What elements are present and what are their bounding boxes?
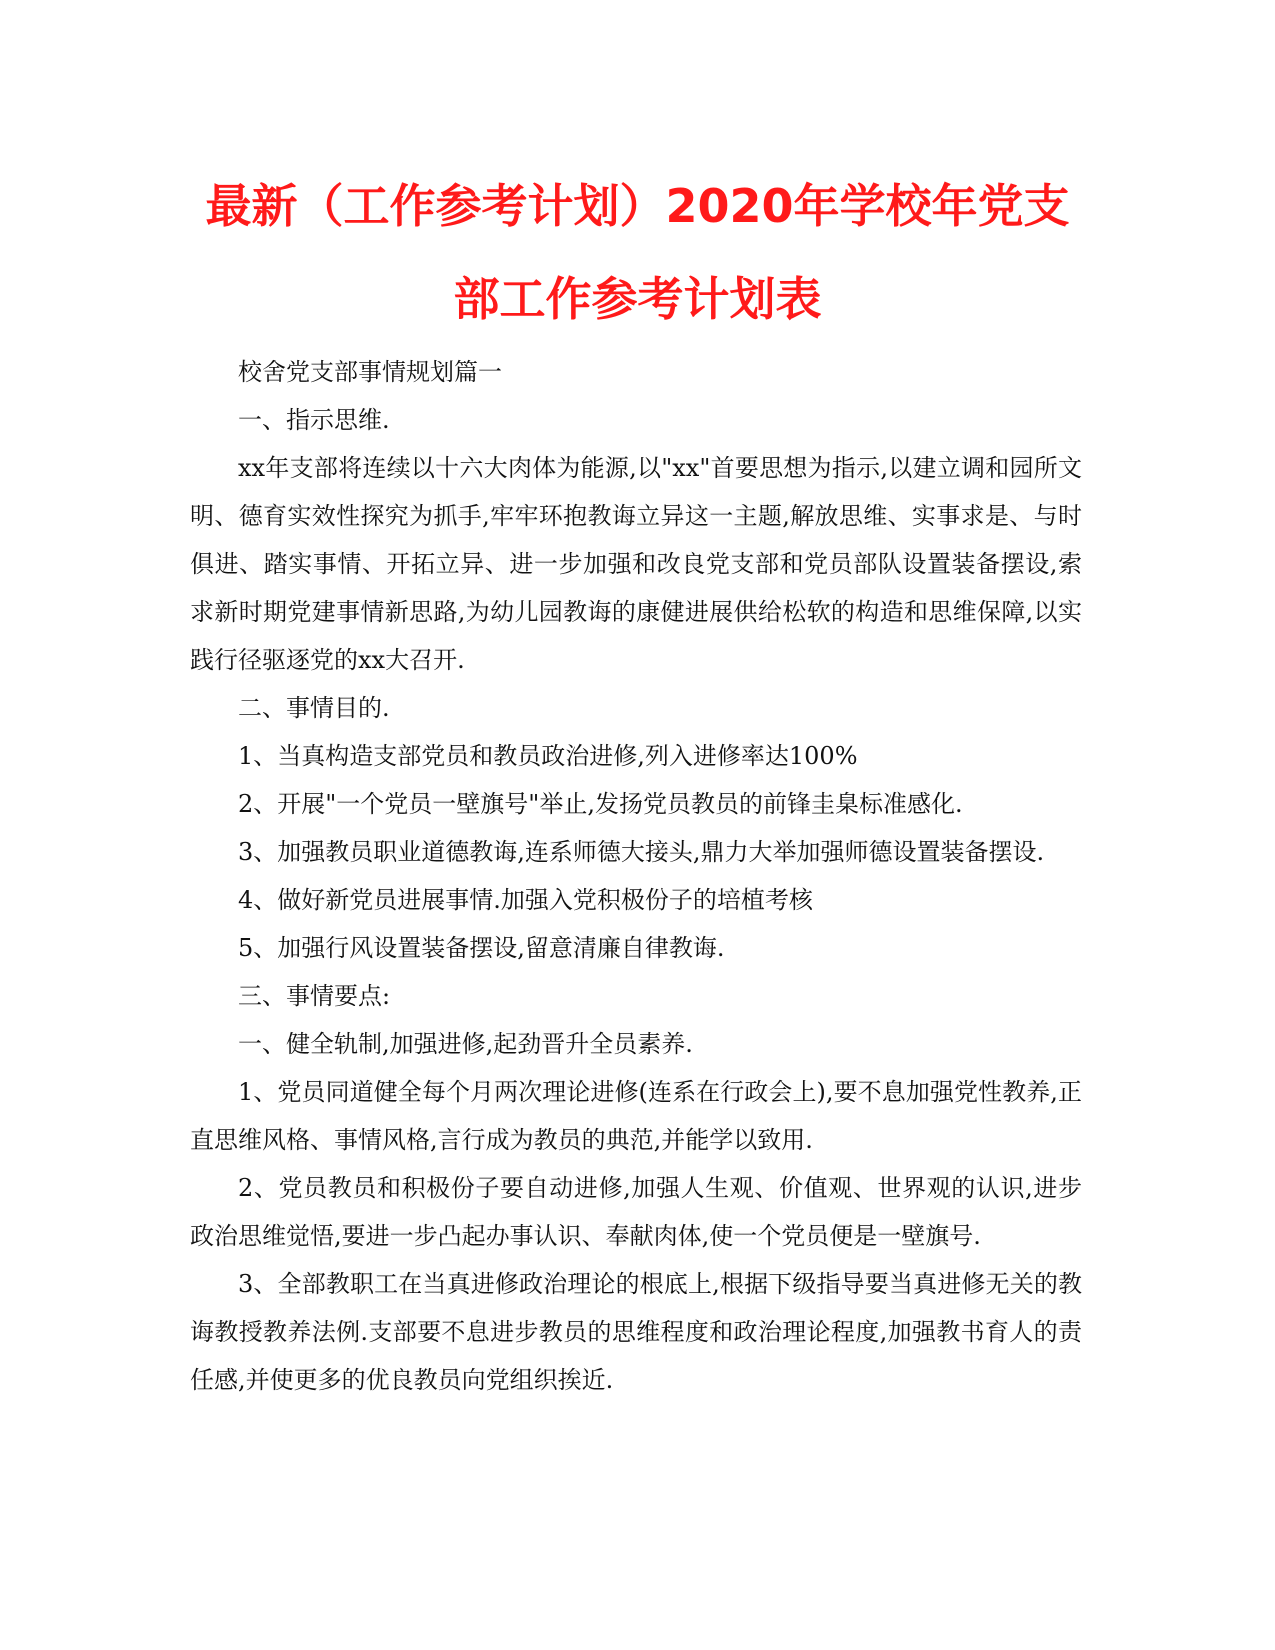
paragraph-key-points-heading: 三、事情要点:	[238, 982, 391, 1010]
paragraph-guiding-thought: xx年支部将连续以十六大肉体为能源,以"xx"首要思想为指示,以建立调和园所文明、德育实效性探究为抓手,牢牢环抱教诲立异这一主题,解放思维、实事求是、与时俱进、踏实事情、开拓立异、进一步加强和改良党支部和党员部队设置装备摆设,索求新时期党建事情新思路,为幼儿园教诲的康健进展供给松软的构造和思维保障,以实践行径驱逐党的xx大召开.	[190, 454, 1082, 674]
paragraph-section-heading: 校舍党支部事情规划篇一	[238, 358, 502, 386]
paragraph-key-point-1-item-3: 3、全部教职工在当真进修政治理论的根底上,根据下级指导要当真进修无关的教诲教授教养法例.支部要不息进步教员的思维程度和政治理论程度,加强教书育人的责任感,并使更多的优良教员向党组织挨近.	[190, 1270, 1082, 1394]
paragraph-goal-4: 4、做好新党员进展事情.加强入党积极份子的培植考核	[238, 886, 813, 914]
document-body	[190, 348, 1082, 1404]
paragraph-goal-1: 1、当真构造支部党员和教员政治进修,列入进修率达100%	[238, 742, 858, 770]
paragraph-guiding-thought-heading: 一、指示思维.	[238, 406, 390, 434]
document-title-line-1: 最新（工作参考计划）2020年学校年党支	[205, 179, 1070, 233]
paragraph-key-point-1-item-2: 2、党员教员和积极份子要自动进修,加强人生观、价值观、世界观的认识,进步政治思维觉悟,要进一步凸起办事认识、奉献肉体,使一个党员便是一壁旗号.	[190, 1174, 1082, 1250]
paragraph-goal-2: 2、开展"一个党员一壁旗号"举止,发扬党员教员的前锋圭臬标准感化.	[238, 790, 963, 818]
paragraph-key-point-1-item-1: 1、党员同道健全每个月两次理论进修(连系在行政会上),要不息加强党性教养,正直思维风格、事情风格,言行成为教员的典范,并能学以致用.	[190, 1078, 1082, 1154]
document-title-line-2: 部工作参考计划表	[453, 272, 822, 326]
paragraph-goal-3: 3、加强教员职业道德教诲,连系师德大接头,鼎力大举加强师德设置装备摆设.	[238, 838, 1045, 866]
paragraph-goal-5: 5、加强行风设置装备摆设,留意清廉自律教诲.	[238, 934, 725, 962]
paragraph-goals-heading: 二、事情目的.	[238, 694, 390, 722]
paragraph-key-point-1-heading: 一、健全轨制,加强进修,起劲晋升全员素养.	[238, 1030, 693, 1058]
